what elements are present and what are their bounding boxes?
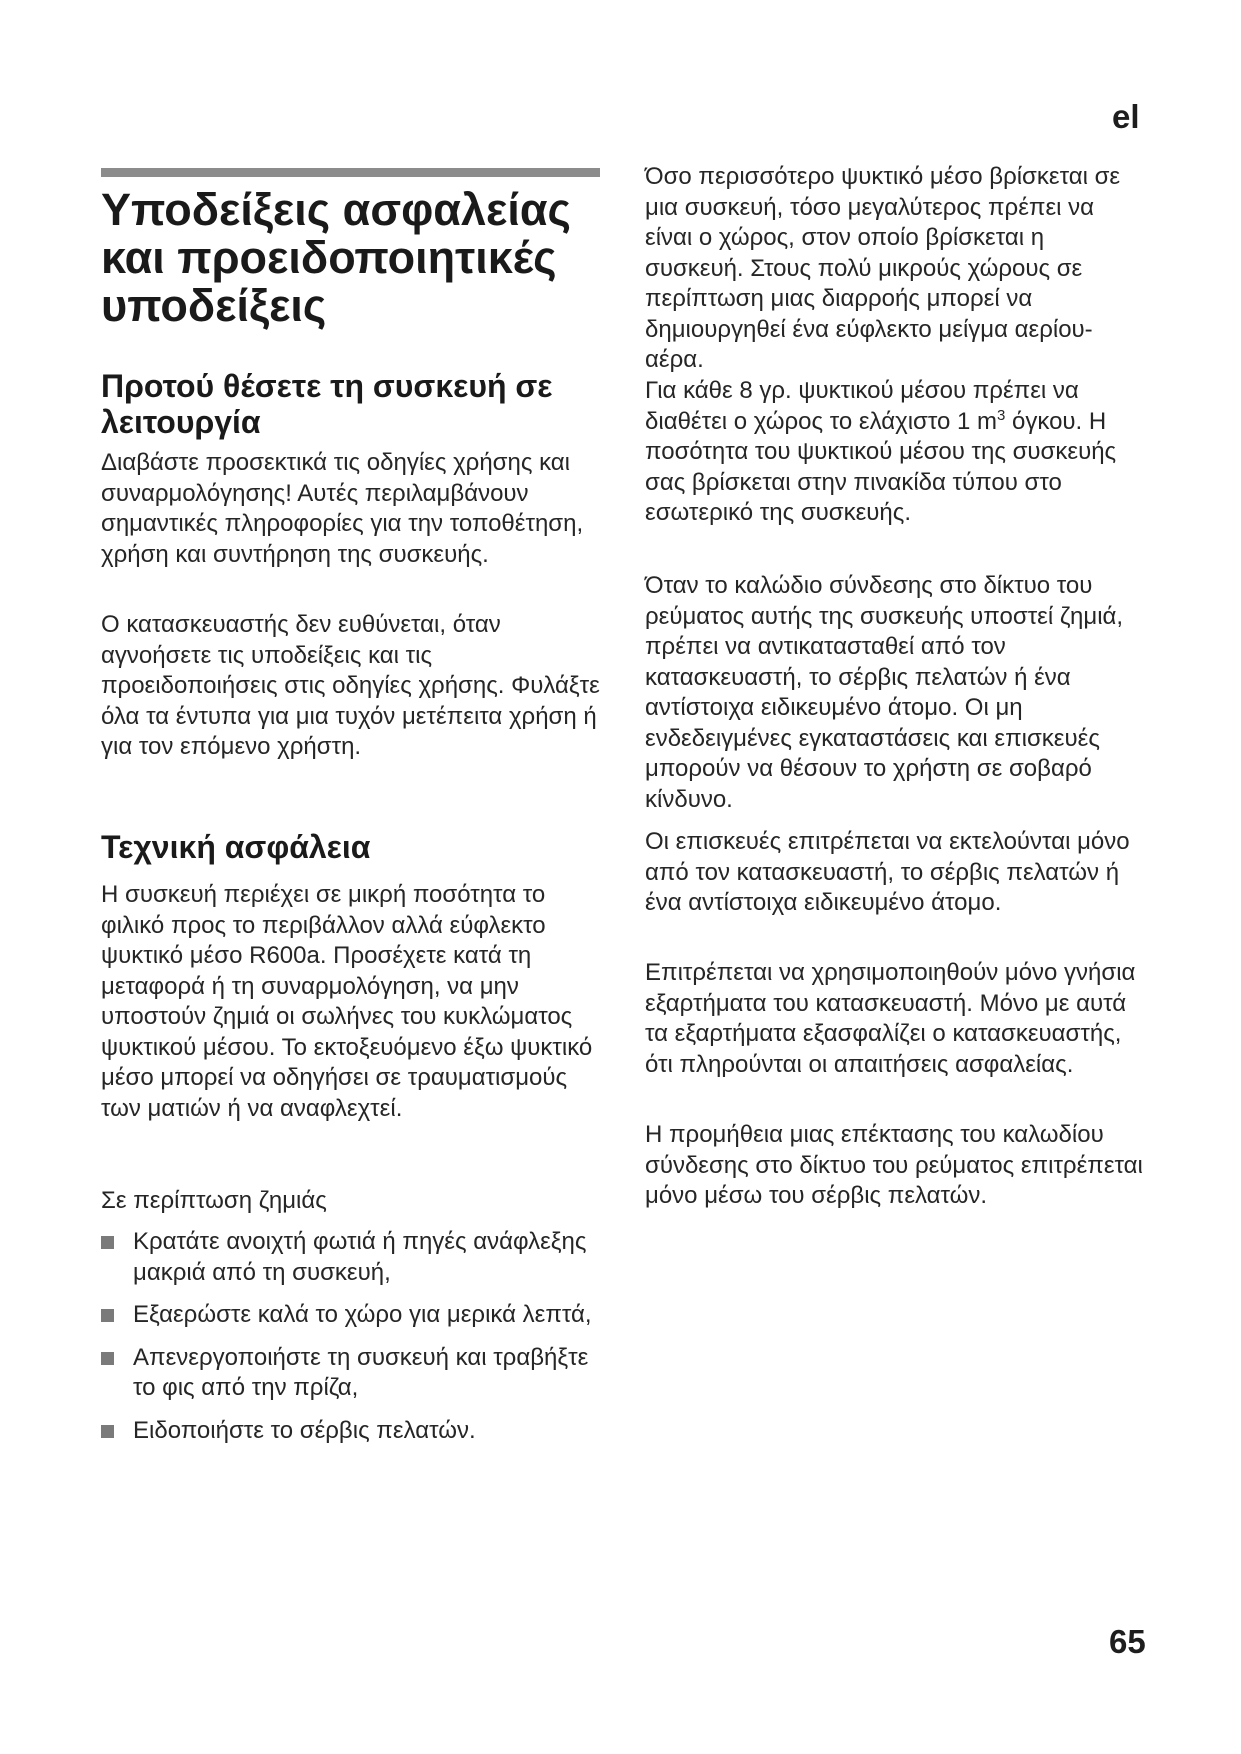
section-heading-before-use: Προτού θέσετε τη συσκευή σε λειτουργία (101, 368, 553, 440)
list-item-text: Εξαερώστε καλά το χώρο για μερικά λεπτά, (133, 1301, 592, 1328)
damage-actions-list (101, 1227, 606, 1458)
room-volume-text: Για κάθε 8 γρ. ψυκτικού μέσου πρέπει να διαθέτει ο χώρος το ελάχιστο 1 m (645, 377, 1079, 435)
list-item (101, 1300, 606, 1331)
paragraph-room-volume (645, 376, 1145, 529)
list-item (101, 1227, 606, 1288)
paragraph-room-size: Όσο περισσότερο ψυκτικό μέσο βρίσκεται σε μια συσκευή, τόσο μεγαλύτερος πρέπει να είναι ο χώρος, στον οποίο βρίσκεται η συσκευή. Στους πολύ μικρούς χώρους σε περίπτωση μιας διαρροής μπορεί να δημιουργηθεί ένα εύφλεκτο μείγμα αερίου-αέρα. (645, 163, 1121, 373)
list-item (101, 1416, 606, 1447)
paragraph-repairs: Οι επισκευές επιτρέπεται να εκτελούνται μόνο από τον κατασκευαστή, το σέρβις πελατών ή ένα αντίστοιχα ειδικευμένο άτομο. (645, 828, 1130, 916)
cubic-superscript: 3 (997, 406, 1006, 424)
list-item-text: Απενεργοποιήστε τη συσκευή και τραβήξτε το φις από την πρίζα, (133, 1343, 589, 1401)
paragraph-cable-extension: Η προμήθεια μιας επέκτασης του καλωδίου σύνδεσης στο δίκτυο του ρεύματος επιτρέπεται μόνο μέσω του σέρβις πελατών. (645, 1121, 1143, 1209)
square-bullet-icon (101, 1352, 114, 1365)
page-number: 65 (1109, 1623, 1146, 1660)
title-rule (101, 168, 600, 177)
paragraph-refrigerant: Η συσκευή περιέχει σε μικρή ποσότητα το φιλικό προς το περιβάλλον αλλά εύφλεκτο ψυκτικό μέσο R600a. Προσέχετε κατά τη μεταφορά ή τη συναρμολόγηση, να μην υποστούν ζημιά οι σωλήνες του κυκλώματος ψυκτικού μέσου. Το εκτοξευόμενο έξω ψυκτικό μέσο μπορεί να οδηγήσει σε τραυματισμούς των ματιών ή να αναφλεχτεί. (101, 881, 593, 1122)
language-code: el (1112, 98, 1140, 135)
list-item-text: Κρατάτε ανοιχτή φωτιά ή πηγές ανάφλεξης μακριά από τη συσκευή, (133, 1228, 587, 1286)
square-bullet-icon (101, 1425, 114, 1438)
paragraph-genuine-parts: Επιτρέπεται να χρησιμοποιηθούν μόνο γνήσια εξαρτήματα του κατασκευαστή. Μόνο με αυτά τα εξαρτήματα εξασφαλίζει ο κατασκευαστής, ότι πληρούνται οι απαιτήσεις ασφαλείας. (645, 959, 1136, 1078)
list-item (101, 1343, 606, 1404)
page-title: Υποδείξεις ασφαλείας και προειδοποιητικές υποδείξεις (101, 184, 571, 331)
square-bullet-icon (101, 1236, 114, 1249)
list-item-text: Ειδοποιήστε το σέρβις πελατών. (133, 1416, 476, 1444)
paragraph-read-instructions: Διαβάστε προσεκτικά τις οδηγίες χρήσης και συναρμολόγησης! Αυτές περιλαμβάνουν σημαντικές πληροφορίες για την τοποθέτηση, χρήση και συντήρηση της συσκευής. (101, 449, 584, 568)
paragraph-in-case-of-damage: Σε περίπτωση ζημιάς (101, 1187, 327, 1214)
room-volume-text-cont: όγκου. Η ποσότητα του ψυκτικού μέσου της συσκευής σας βρίσκεται στην πινακίδα τύπου στο εσωτερικό της συσκευής. (645, 407, 1117, 526)
section-heading-technical-safety: Τεχνική ασφάλεια (101, 829, 371, 865)
square-bullet-icon (101, 1309, 114, 1322)
paragraph-power-cable: Όταν το καλώδιο σύνδεσης στο δίκτυο του ρεύματος αυτής της συσκευής υποστεί ζημιά, πρέπει να αντικατασταθεί από τον κατασκευαστή, το σέρβις πελατών ή ένα αντίστοιχα ειδικευμένο άτομο. Οι μη ενδεδειγμένες εγκαταστάσεις και επισκευές μπορούν να θέσουν το χρήστη σε σοβαρό κίνδυνο. (645, 572, 1124, 813)
paragraph-manufacturer-liability: Ο κατασκευαστής δεν ευθύνεται, όταν αγνοήσετε τις υποδείξεις και τις προειδοποιήσεις στις οδηγίες χρήσης. Φυλάξτε όλα τα έντυπα για μια τυχόν μετέπειτα χρήση ή για τον επόμενο χρήστη. (101, 611, 600, 760)
